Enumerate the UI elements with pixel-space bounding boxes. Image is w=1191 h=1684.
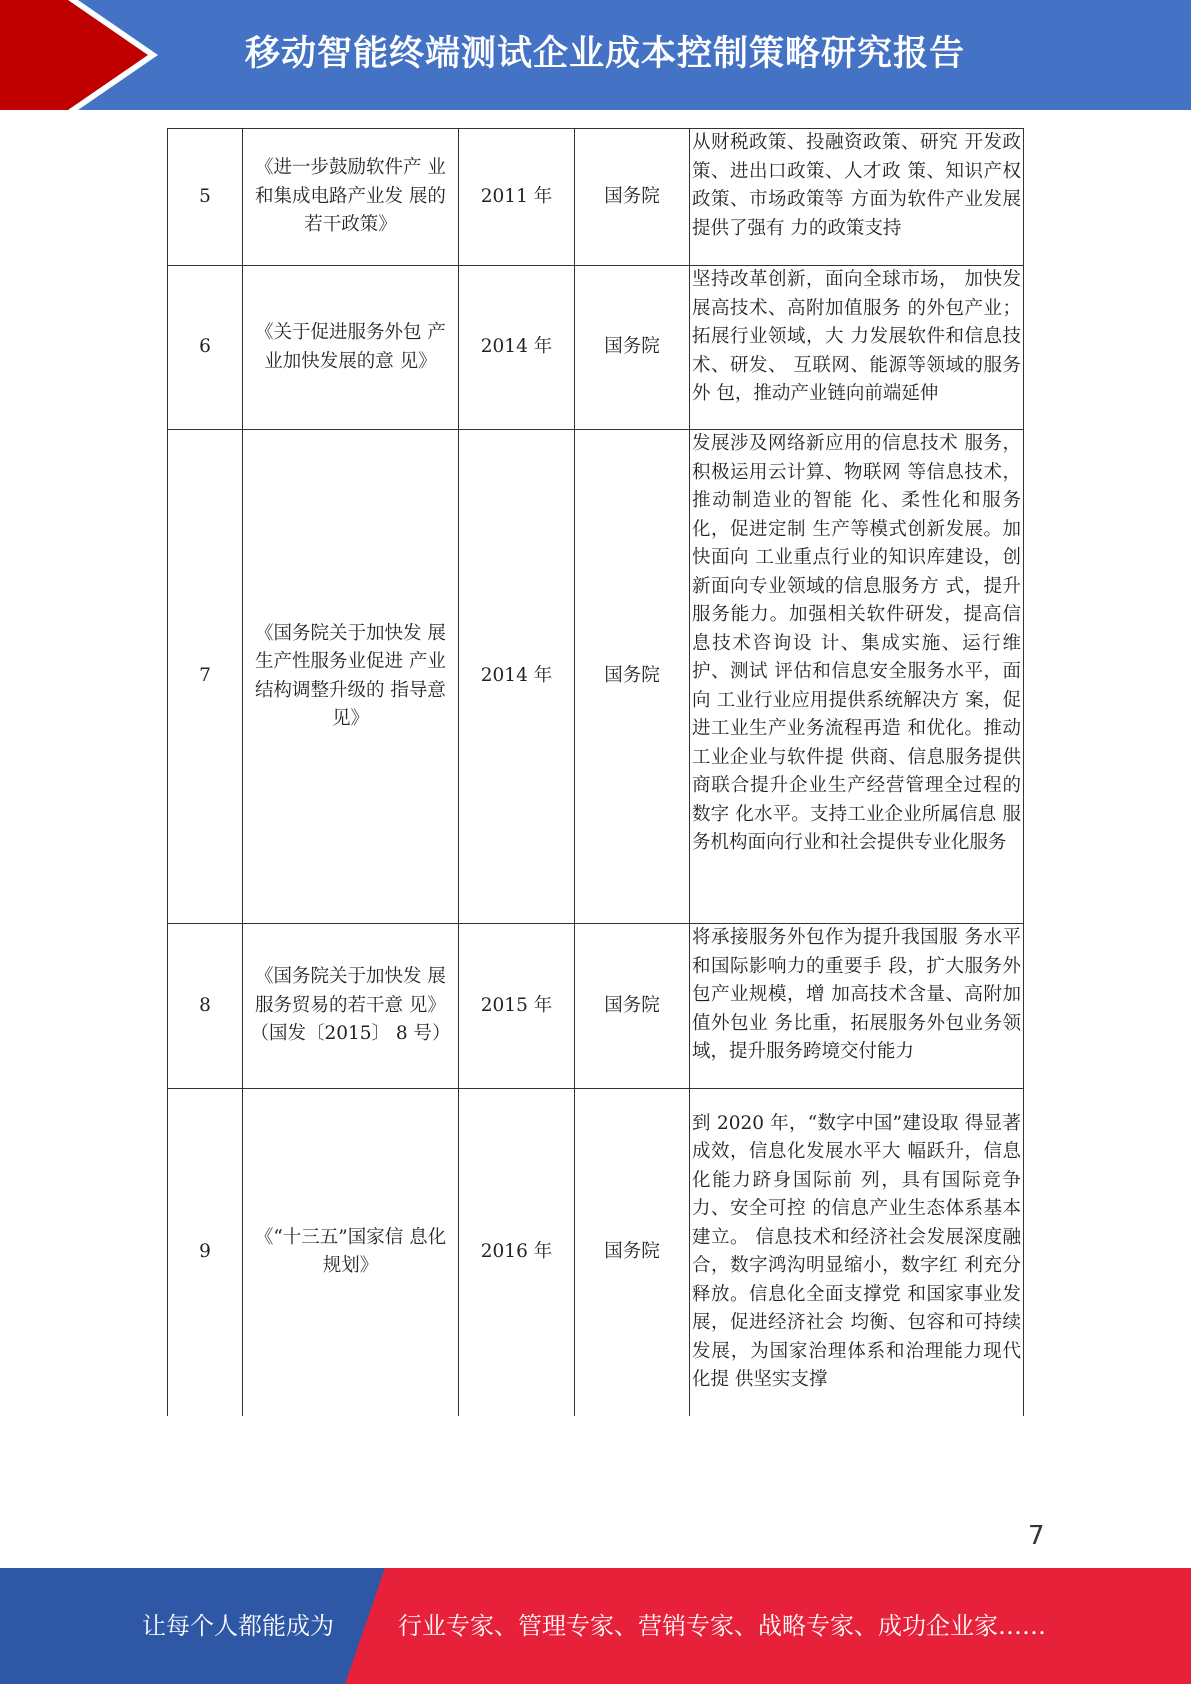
policy-name: 《进一步鼓励软件产 业和集成电路产业发 展的若干政策》 xyxy=(243,129,459,266)
footer-slogan-left: 让每个人都能成为 xyxy=(142,1612,334,1640)
policy-content: 发展涉及网络新应用的信息技术 服务，积极运用云计算、物联网 等信息技术，推动制造业的智能 化、柔性化和服务化，促进定制 生产等模式创新发展。加快面向 工业重点行业的知识库建设，创 新面向专业领域的信息服务方 式，提升服务能力。加强相关软件研发，提高信息技术咨询设 计、集成实施、运行维护、测试 评估和信息安全服务水平，面向 工业行业应用提供系统解决方 案，促进工业生产业务流程再造 和优化。推动工业企业与软件提 供商、信息服务提供商联合提升企业生产经营管理全过程的数字 化水平。支持工业企业所属信息 服务机构面向行业和社会提供专业化服务 xyxy=(690,430,1024,924)
header-red-arrow xyxy=(0,0,150,110)
policy-name: 《关于促进服务外包 产业加快发展的意 见》 xyxy=(243,266,459,430)
policy-content: 将承接服务外包作为提升我国服 务水平和国际影响力的重要手 段，扩大服务外包产业规模，增 加高技术含量、高附加值外包业 务比重，拓展服务外包业务领 域，提升服务跨境交付能力 xyxy=(690,924,1024,1089)
table-row xyxy=(168,129,1024,266)
policy-content: 到 2020 年，“数字中国”建设取 得显著成效，信息化发展水平大 幅跃升，信息化能力跻身国际前 列，具有国际竞争力、安全可控 的信息产业生态体系基本建立。 信息技术和经济社会发展深度融 合，数字鸿沟明显缩小，数字红 利充分释放。信息化全面支撑党 和国家事业发展，促进经济社会 均衡、包容和可持续发展，为国家治理体系和治理能力现代化提 供坚实支撑 xyxy=(690,1089,1024,1416)
row-number: 7 xyxy=(168,430,243,924)
footer-slogan-right: 行业专家、管理专家、营销专家、战略专家、成功企业家…… xyxy=(398,1612,1046,1640)
row-number: 8 xyxy=(168,924,243,1089)
issuing-org: 国务院 xyxy=(575,1089,690,1416)
policy-name: 《“十三五”国家信 息化规划》 xyxy=(243,1089,459,1416)
page-number: 7 xyxy=(1028,1521,1045,1551)
report-title: 移动智能终端测试企业成本控制策略研究报告 xyxy=(245,34,966,74)
row-number: 6 xyxy=(168,266,243,430)
policy-content: 坚持改革创新，面向全球市场， 加快发展高技术、高附加值服务 的外包产业；拓展行业领域，大 力发展软件和信息技术、研发、 互联网、能源等领域的服务外 包，推动产业链向前端延伸 xyxy=(690,266,1024,430)
row-number: 9 xyxy=(168,1089,243,1416)
policy-content: 从财税政策、投融资政策、研究 开发政策、进出口政策、人才政 策、知识产权政策、市场政策等 方面为软件产业发展提供了强有 力的政策支持 xyxy=(690,129,1024,266)
issuing-org: 国务院 xyxy=(575,129,690,266)
table-row xyxy=(168,1089,1024,1416)
footer-banner xyxy=(0,1568,1191,1684)
policy-year: 2016 年 xyxy=(459,1089,575,1416)
issuing-org: 国务院 xyxy=(575,266,690,430)
table-row xyxy=(168,266,1024,430)
issuing-org: 国务院 xyxy=(575,924,690,1089)
policy-name: 《国务院关于加快发 展服务贸易的若干意 见》（国发〔2015〕 8 号） xyxy=(243,924,459,1089)
policy-name: 《国务院关于加快发 展生产性服务业促进 产业结构调整升级的 指导意见》 xyxy=(243,430,459,924)
policy-year: 2011 年 xyxy=(459,129,575,266)
issuing-org: 国务院 xyxy=(575,430,690,924)
policy-year: 2014 年 xyxy=(459,430,575,924)
table-row xyxy=(168,924,1024,1089)
policy-year: 2014 年 xyxy=(459,266,575,430)
row-number: 5 xyxy=(168,129,243,266)
policy-table xyxy=(167,128,1024,1416)
policy-year: 2015 年 xyxy=(459,924,575,1089)
table-row xyxy=(168,430,1024,924)
header-banner xyxy=(0,0,1191,110)
